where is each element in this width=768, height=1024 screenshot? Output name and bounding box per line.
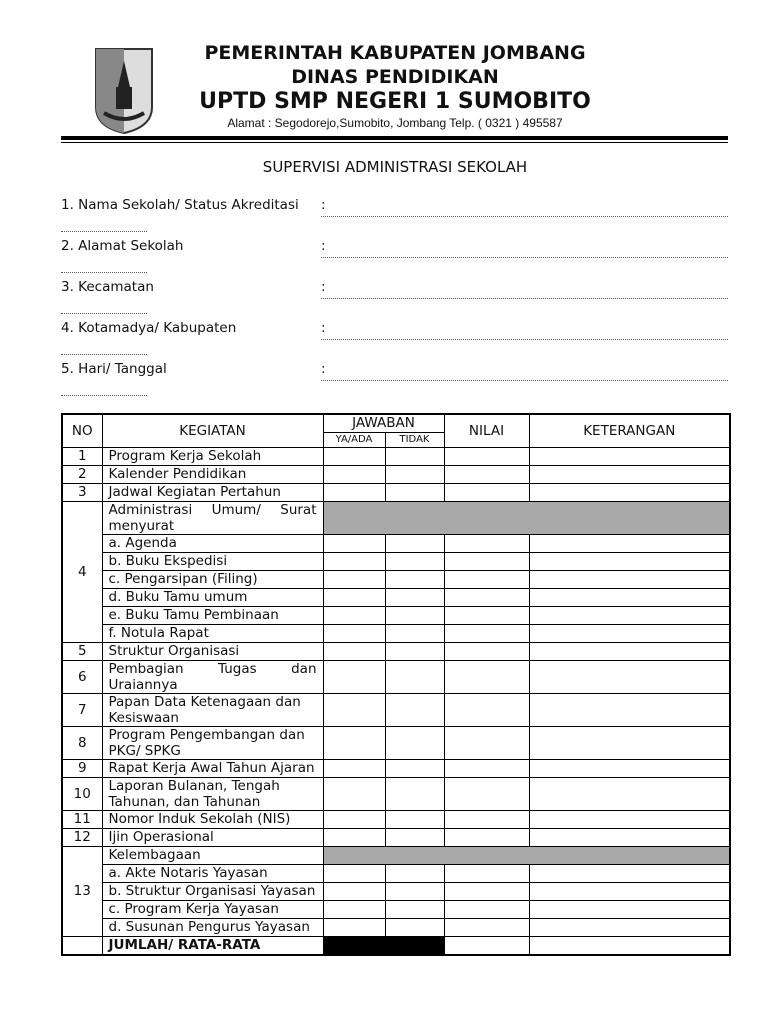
row-kegiatan: Nomor Induk Sekolah (NIS) <box>102 810 323 828</box>
nilai-cell[interactable] <box>444 534 529 552</box>
total-keterangan-cell[interactable] <box>529 936 730 955</box>
row-subitem: a. Akte Notaris Yayasan <box>102 864 323 882</box>
keterangan-cell[interactable] <box>529 465 730 483</box>
tidak-cell[interactable] <box>385 534 444 552</box>
ya-cell[interactable] <box>323 693 385 726</box>
form-fill-line[interactable] <box>321 216 728 217</box>
form-field[interactable] <box>61 197 728 237</box>
group-shaded-cell <box>323 501 730 534</box>
row-kegiatan: Papan Data Ketenagaan dan Kesiswaan <box>102 693 323 726</box>
form-colon: : <box>321 320 326 336</box>
tidak-cell[interactable] <box>385 588 444 606</box>
row-no: 13 <box>62 846 102 936</box>
nilai-cell[interactable] <box>444 606 529 624</box>
row-kegiatan: Program Kerja Sekolah <box>102 447 323 465</box>
page-title: SUPERVISI ADMINISTRASI SEKOLAH <box>262 158 528 176</box>
keterangan-cell[interactable] <box>529 810 730 828</box>
tidak-cell[interactable] <box>385 882 444 900</box>
table-subrow <box>62 552 730 570</box>
keterangan-cell[interactable] <box>529 882 730 900</box>
keterangan-cell[interactable] <box>529 900 730 918</box>
row-kegiatan: Pembagian Tugas dan Uraiannya <box>102 660 323 693</box>
tidak-cell[interactable] <box>385 759 444 777</box>
header-line2: DINAS PENDIDIKAN <box>291 66 499 88</box>
nilai-cell[interactable] <box>444 693 529 726</box>
form-label: 5. Hari/ Tanggal <box>61 361 167 377</box>
row-subitem: e. Buku Tamu Pembinaan <box>102 606 323 624</box>
total-blacked-cell <box>323 936 444 955</box>
nilai-cell[interactable] <box>444 588 529 606</box>
nilai-cell[interactable] <box>444 864 529 882</box>
ya-cell[interactable] <box>323 534 385 552</box>
tidak-cell[interactable] <box>385 570 444 588</box>
ya-cell[interactable] <box>323 465 385 483</box>
form-label: 4. Kotamadya/ Kabupaten <box>61 320 237 336</box>
table-row <box>62 828 730 846</box>
nilai-cell[interactable] <box>444 465 529 483</box>
keterangan-cell[interactable] <box>529 777 730 810</box>
table-row <box>62 777 730 810</box>
form-field[interactable] <box>61 238 728 278</box>
row-kegiatan: Laporan Bulanan, Tengah Tahunan, dan Tahunan <box>102 777 323 810</box>
tidak-cell[interactable] <box>385 447 444 465</box>
row-subitem: c. Pengarsipan (Filing) <box>102 570 323 588</box>
table-subrow <box>62 918 730 936</box>
ya-cell[interactable] <box>323 588 385 606</box>
row-no: 6 <box>62 660 102 693</box>
keterangan-cell[interactable] <box>529 606 730 624</box>
tidak-cell[interactable] <box>385 864 444 882</box>
nilai-cell[interactable] <box>444 624 529 642</box>
ya-cell[interactable] <box>323 726 385 759</box>
keterangan-cell[interactable] <box>529 828 730 846</box>
nilai-cell[interactable] <box>444 570 529 588</box>
table-subrow <box>62 864 730 882</box>
regency-logo <box>94 47 154 135</box>
table-row <box>62 846 730 864</box>
row-subitem: c. Program Kerja Yayasan <box>102 900 323 918</box>
form-label: 3. Kecamatan <box>61 279 154 295</box>
row-kegiatan: Kelembagaan <box>102 846 323 864</box>
nilai-cell[interactable] <box>444 900 529 918</box>
form-fill-line-cont[interactable] <box>61 313 147 314</box>
form-colon: : <box>321 197 326 213</box>
col-nilai: NILAI <box>444 414 529 447</box>
address: Alamat : Segodorejo,Sumobito, Jombang Telp. ( 0321 ) 495587 <box>227 116 563 130</box>
ya-cell[interactable] <box>323 900 385 918</box>
table-subrow <box>62 606 730 624</box>
header-line1: PEMERINTAH KABUPATEN JOMBANG <box>204 42 586 64</box>
group-shaded-cell <box>323 846 730 864</box>
table-row <box>62 660 730 693</box>
form-fill-line-cont[interactable] <box>61 395 147 396</box>
row-kegiatan: Administrasi Umum/ Surat menyurat <box>102 501 323 534</box>
form-fill-line[interactable] <box>321 380 728 381</box>
form-fill-line[interactable] <box>321 257 728 258</box>
table-subrow <box>62 534 730 552</box>
form-colon: : <box>321 361 326 377</box>
ya-cell[interactable] <box>323 759 385 777</box>
nilai-cell[interactable] <box>444 759 529 777</box>
form-colon: : <box>321 279 326 295</box>
table-row <box>62 726 730 759</box>
nilai-cell[interactable] <box>444 726 529 759</box>
keterangan-cell[interactable] <box>529 693 730 726</box>
keterangan-cell[interactable] <box>529 552 730 570</box>
col-kegiatan: KEGIATAN <box>102 414 323 447</box>
row-no: 11 <box>62 810 102 828</box>
row-kegiatan: Jadwal Kegiatan Pertahun <box>102 483 323 501</box>
keterangan-cell[interactable] <box>529 759 730 777</box>
ya-cell[interactable] <box>323 918 385 936</box>
tidak-cell[interactable] <box>385 660 444 693</box>
tidak-cell[interactable] <box>385 552 444 570</box>
keterangan-cell[interactable] <box>529 918 730 936</box>
table-subrow <box>62 588 730 606</box>
table-row <box>62 447 730 465</box>
table-subrow <box>62 882 730 900</box>
row-kegiatan: Struktur Organisasi <box>102 642 323 660</box>
row-no: 8 <box>62 726 102 759</box>
nilai-cell[interactable] <box>444 552 529 570</box>
row-no: 12 <box>62 828 102 846</box>
row-kegiatan: Rapat Kerja Awal Tahun Ajaran <box>102 759 323 777</box>
tidak-cell[interactable] <box>385 642 444 660</box>
keterangan-cell[interactable] <box>529 588 730 606</box>
ya-cell[interactable] <box>323 882 385 900</box>
table-subrow <box>62 570 730 588</box>
form-field[interactable] <box>61 320 728 360</box>
col-tidak: TIDAK <box>385 432 444 447</box>
row-no: 4 <box>62 501 102 642</box>
tidak-cell[interactable] <box>385 693 444 726</box>
row-kegiatan: Program Pengembangan dan PKG/ SPKG <box>102 726 323 759</box>
form-label: 1. Nama Sekolah/ Status Akreditasi <box>61 197 299 213</box>
form-fill-line-cont[interactable] <box>61 272 147 273</box>
ya-cell[interactable] <box>323 828 385 846</box>
ya-cell[interactable] <box>323 810 385 828</box>
table-row <box>62 483 730 501</box>
table-subrow <box>62 900 730 918</box>
keterangan-cell[interactable] <box>529 660 730 693</box>
header-rule-thin <box>61 142 728 143</box>
school-name: UPTD SMP NEGERI 1 SUMOBITO <box>199 89 591 114</box>
table-row <box>62 693 730 726</box>
ya-cell[interactable] <box>323 447 385 465</box>
row-subitem: d. Susunan Pengurus Yayasan <box>102 918 323 936</box>
tidak-cell[interactable] <box>385 918 444 936</box>
total-label: JUMLAH/ RATA-RATA <box>102 936 323 955</box>
tidak-cell[interactable] <box>385 810 444 828</box>
nilai-cell[interactable] <box>444 882 529 900</box>
tidak-cell[interactable] <box>385 465 444 483</box>
ya-cell[interactable] <box>323 642 385 660</box>
col-jawaban: JAWABAN <box>323 414 444 432</box>
ya-cell[interactable] <box>323 624 385 642</box>
tidak-cell[interactable] <box>385 624 444 642</box>
ya-cell[interactable] <box>323 777 385 810</box>
table-subrow <box>62 624 730 642</box>
row-no: 9 <box>62 759 102 777</box>
total-row <box>62 936 730 955</box>
table-row <box>62 501 730 534</box>
table-row <box>62 810 730 828</box>
nilai-cell[interactable] <box>444 660 529 693</box>
form-fill-line[interactable] <box>321 298 728 299</box>
tidak-cell[interactable] <box>385 483 444 501</box>
nilai-cell[interactable] <box>444 483 529 501</box>
col-keterangan: KETERANGAN <box>529 414 730 447</box>
row-subitem: d. Buku Tamu umum <box>102 588 323 606</box>
table-row <box>62 759 730 777</box>
row-no: 1 <box>62 447 102 465</box>
tidak-cell[interactable] <box>385 606 444 624</box>
form-field[interactable] <box>61 361 728 401</box>
ya-cell[interactable] <box>323 606 385 624</box>
supervision-table <box>61 413 731 956</box>
row-no: 7 <box>62 693 102 726</box>
form-fill-line-cont[interactable] <box>61 354 147 355</box>
nilai-cell[interactable] <box>444 642 529 660</box>
tidak-cell[interactable] <box>385 828 444 846</box>
keterangan-cell[interactable] <box>529 570 730 588</box>
total-nilai-cell[interactable] <box>444 936 529 955</box>
col-ya: YA/ADA <box>323 432 385 447</box>
keterangan-cell[interactable] <box>529 534 730 552</box>
nilai-cell[interactable] <box>444 810 529 828</box>
keterangan-cell[interactable] <box>529 642 730 660</box>
form-field[interactable] <box>61 279 728 319</box>
row-no: 2 <box>62 465 102 483</box>
table-row <box>62 465 730 483</box>
header-rule <box>61 136 728 140</box>
row-subitem: a. Agenda <box>102 534 323 552</box>
form-label: 2. Alamat Sekolah <box>61 238 184 254</box>
ya-cell[interactable] <box>323 552 385 570</box>
nilai-cell[interactable] <box>444 447 529 465</box>
tidak-cell[interactable] <box>385 777 444 810</box>
keterangan-cell[interactable] <box>529 864 730 882</box>
tidak-cell[interactable] <box>385 726 444 759</box>
keterangan-cell[interactable] <box>529 624 730 642</box>
nilai-cell[interactable] <box>444 828 529 846</box>
form-fill-line[interactable] <box>321 339 728 340</box>
nilai-cell[interactable] <box>444 918 529 936</box>
row-kegiatan: Ijin Operasional <box>102 828 323 846</box>
keterangan-cell[interactable] <box>529 447 730 465</box>
row-kegiatan: Kalender Pendidikan <box>102 465 323 483</box>
row-subitem: b. Struktur Organisasi Yayasan <box>102 882 323 900</box>
form-fill-line-cont[interactable] <box>61 231 147 232</box>
row-no: 5 <box>62 642 102 660</box>
ya-cell[interactable] <box>323 570 385 588</box>
keterangan-cell[interactable] <box>529 483 730 501</box>
ya-cell[interactable] <box>323 864 385 882</box>
nilai-cell[interactable] <box>444 777 529 810</box>
form-colon: : <box>321 238 326 254</box>
ya-cell[interactable] <box>323 483 385 501</box>
col-no: NO <box>62 414 102 447</box>
tidak-cell[interactable] <box>385 900 444 918</box>
row-subitem: b. Buku Ekspedisi <box>102 552 323 570</box>
row-no: 3 <box>62 483 102 501</box>
row-subitem: f. Notula Rapat <box>102 624 323 642</box>
ya-cell[interactable] <box>323 660 385 693</box>
table-row <box>62 642 730 660</box>
row-no: 10 <box>62 777 102 810</box>
keterangan-cell[interactable] <box>529 726 730 759</box>
